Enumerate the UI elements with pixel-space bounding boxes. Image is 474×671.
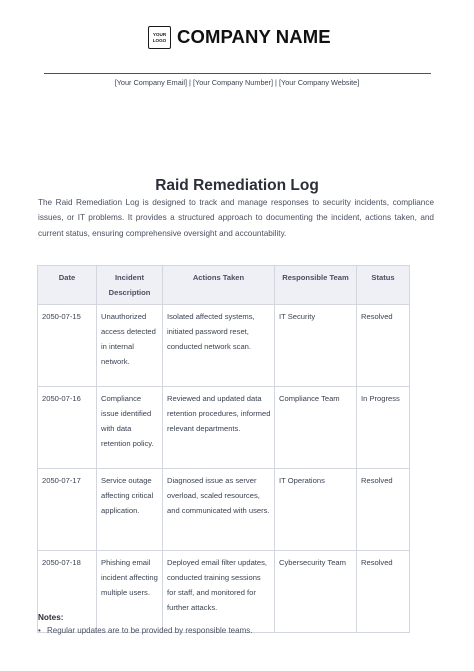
column-header-responsible-team: Responsible Team: [275, 266, 357, 305]
list-item: [38, 626, 252, 635]
column-header-incident-description: Incident Description: [97, 266, 163, 305]
cell-actions-taken: Isolated affected systems, initiated password reset, conducted network scan.: [163, 305, 275, 387]
cell-responsible-team: Cybersecurity Team: [275, 551, 357, 633]
notes-title: Notes:: [38, 613, 64, 622]
table-row: [38, 469, 410, 551]
remediation-log-table: [37, 265, 410, 633]
notes-list: [38, 626, 252, 635]
document-title: Raid Remediation Log: [155, 177, 319, 194]
logo-text-line2: LOGO: [152, 37, 167, 43]
document-header: [0, 24, 474, 54]
cell-status: Resolved: [357, 469, 410, 551]
column-header-actions-taken: Actions Taken: [163, 266, 275, 305]
cell-date: 2050-07-15: [38, 305, 97, 387]
company-name: COMPANY NAME: [177, 26, 331, 47]
cell-responsible-team: IT Security: [275, 305, 357, 387]
company-logo: [148, 26, 171, 49]
table-row: [38, 305, 410, 387]
logo-text-line1: YOUR: [152, 31, 167, 37]
cell-status: Resolved: [357, 305, 410, 387]
cell-actions-taken: Deployed email filter updates, conducted training sessions for staff, and monitored for further attacks.: [163, 551, 275, 633]
cell-responsible-team: IT Operations: [275, 469, 357, 551]
cell-responsible-team: Compliance Team: [275, 387, 357, 469]
cell-actions-taken: Diagnosed issue as server overload, scaled resources, and communicated with users.: [163, 469, 275, 551]
cell-date: 2050-07-18: [38, 551, 97, 633]
document-intro: The Raid Remediation Log is designed to track and manage responses to security incidents, compliance issues, or IT problems. It provides a structured approach to documenting the incident, actions taken, and current status, ensuring comprehensive oversight and accountability.: [38, 198, 434, 238]
header-divider: [44, 73, 431, 74]
table-header-row: [38, 266, 410, 305]
cell-incident-description: Unauthorized access detected in internal network.: [97, 305, 163, 387]
cell-status: Resolved: [357, 551, 410, 633]
cell-incident-description: Compliance issue identified with data retention policy.: [97, 387, 163, 469]
cell-actions-taken: Reviewed and updated data retention procedures, informed relevant departments.: [163, 387, 275, 469]
note-text: Regular updates are to be provided by responsible teams.: [47, 626, 253, 635]
bullet-icon: •: [38, 626, 41, 635]
table-row: [38, 387, 410, 469]
cell-date: 2050-07-16: [38, 387, 97, 469]
cell-incident-description: Service outage affecting critical application.: [97, 469, 163, 551]
cell-incident-description: Phishing email incident affecting multiple users.: [97, 551, 163, 633]
cell-date: 2050-07-17: [38, 469, 97, 551]
column-header-date: Date: [38, 266, 97, 305]
table-row: [38, 551, 410, 633]
column-header-status: Status: [357, 266, 410, 305]
cell-status: In Progress: [357, 387, 410, 469]
company-contact-line: [Your Company Email] | [Your Company Number] | [Your Company Website]: [114, 78, 360, 87]
